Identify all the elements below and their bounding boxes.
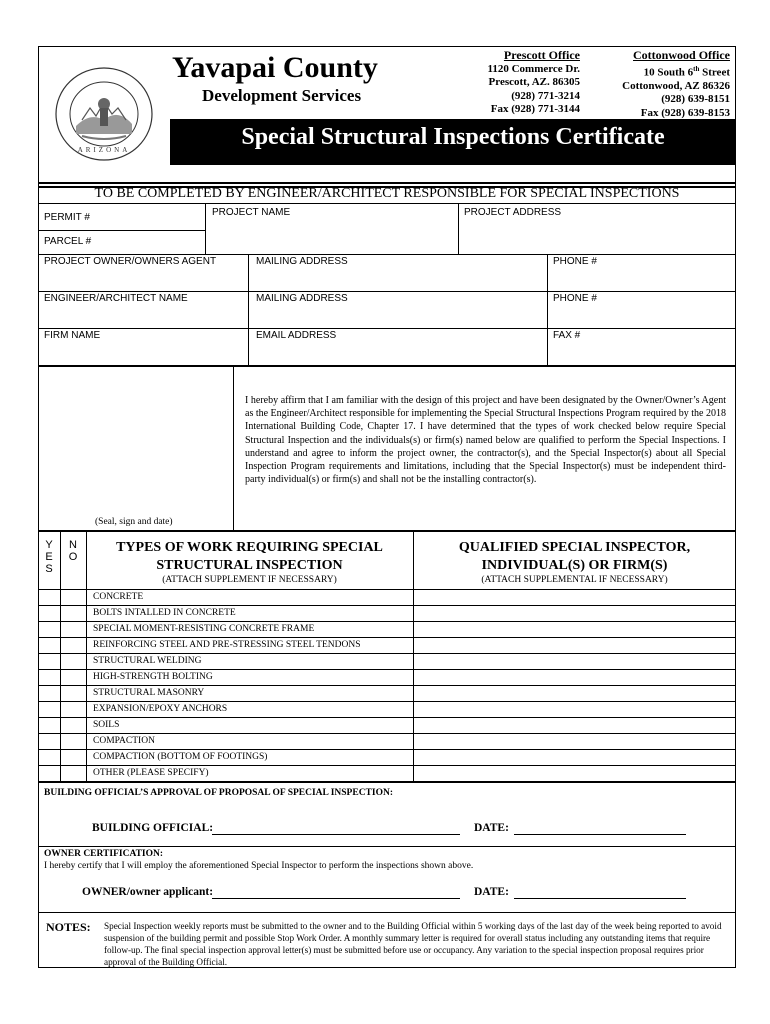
grid-line (248, 254, 249, 366)
cottonwood-line4: Fax (928) 639-8153 (640, 106, 730, 119)
seal-text-bottom: ARIZONA (77, 146, 131, 154)
prescott-line4: Fax (928) 771-3144 (490, 103, 580, 115)
project-name-field[interactable]: PROJECT NAME (212, 207, 291, 218)
grid-line (38, 717, 736, 718)
grid-line (38, 765, 736, 766)
owner-agent-field[interactable]: PROJECT OWNER/OWNERS AGENT (44, 256, 217, 267)
approval-date-line[interactable] (514, 834, 686, 835)
owner-certification-statement: I hereby certify that I will employ the aforementioned Special Inspector to perform the inspections shown above. (44, 861, 474, 871)
grid-line (38, 530, 736, 532)
owner-certification-heading: OWNER CERTIFICATION: (44, 849, 164, 859)
prescott-line2: Prescott, AZ. 86305 (488, 76, 580, 88)
firm-name-field[interactable]: FIRM NAME (44, 330, 101, 341)
prescott-line1: 1120 Commerce Dr. (487, 62, 580, 75)
certificate-title: Special Structural Inspections Certificate (241, 124, 665, 150)
grid-line (38, 254, 736, 255)
seal-sign-date-area[interactable] (38, 366, 233, 530)
grid-line (38, 685, 736, 686)
cottonwood-office (590, 49, 730, 120)
mailing-address-1-field[interactable]: MAILING ADDRESS (256, 256, 348, 267)
grid-line (38, 749, 736, 750)
table-row-welding[interactable]: STRUCTURAL WELDING (93, 656, 202, 666)
project-address-field[interactable]: PROJECT ADDRESS (464, 207, 562, 218)
seal-caption: (Seal, sign and date) (95, 517, 173, 527)
parcel-field[interactable]: PARCEL # (44, 236, 92, 247)
table-row-compaction-footings[interactable]: COMPACTION (BOTTOM OF FOOTINGS) (93, 752, 268, 762)
grid-line (38, 203, 736, 204)
qualified-inspector-header: QUALIFIED SPECIAL INSPECTOR, INDIVIDUAL(S) OR FIRM(S) (ATTACH SUPPLEMENTAL IF NECESSARY) (458, 540, 691, 585)
grid-line (458, 203, 459, 255)
grid-line (205, 203, 206, 255)
notes-text: Special Inspection weekly reports must be submitted to the owner and to the Building Official within 5 working days of the last day of the week being reported to avoid suspension of the building permit and possible Stop Work Order. A monthly summary letter is required for overall status including any outstanding items that require follow-up. The final special inspection approval letter(s) must be submitted before use or occupancy. Any variation to the special inspection proposal requires prior approval of the Building Official. (104, 921, 722, 967)
county-title: Yavapai County (172, 51, 378, 84)
table-row-moment-frame[interactable]: SPECIAL MOMENT-RESISTING CONCRETE FRAME (93, 624, 315, 634)
permit-field[interactable]: PERMIT # (44, 212, 90, 223)
table-row-reinforcing-steel[interactable]: REINFORCING STEEL AND PRE-STRESSING STEEL TENDONS (93, 640, 361, 650)
grid-line (38, 605, 736, 606)
table-row-bolting[interactable]: HIGH-STRENGTH BOLTING (93, 672, 213, 682)
table-row-other[interactable]: OTHER (PLEASE SPECIFY) (93, 768, 209, 778)
department-name: Development Services (202, 86, 362, 105)
cottonwood-line3: (928) 639-8151 (661, 93, 730, 106)
table-row-bolts[interactable]: BOLTS INTALLED IN CONCRETE (93, 608, 236, 618)
table-row-compaction[interactable]: COMPACTION (93, 736, 155, 746)
grid-line (38, 621, 736, 622)
grid-line (38, 637, 736, 638)
table-row-concrete[interactable]: CONCRETE (93, 592, 144, 602)
email-field[interactable]: EMAIL ADDRESS (256, 330, 337, 341)
grid-line (38, 230, 205, 231)
table-row-masonry[interactable]: STRUCTURAL MASONRY (93, 688, 205, 698)
mailing-address-2-field[interactable]: MAILING ADDRESS (256, 293, 348, 304)
table-row-anchors[interactable]: EXPANSION/EPOXY ANCHORS (93, 704, 228, 714)
approval-heading: BUILDING OFFICIAL’S APPROVAL OF PROPOSAL OF SPECIAL INSPECTION: (44, 788, 394, 798)
no-column-header: N O (68, 539, 78, 563)
grid-line (38, 589, 736, 590)
grid-line (38, 669, 736, 670)
grid-line (38, 291, 736, 292)
table-row-soils[interactable]: SOILS (93, 720, 120, 730)
yes-column-header: Y E S (45, 539, 53, 575)
building-official-label: BUILDING OFFICIAL: (92, 822, 214, 834)
section-divider (38, 912, 736, 913)
approval-date-label: DATE: (474, 822, 509, 834)
affirmation-text: I hereby affirm that I am familiar with the design of this project and have been designated by the Owner/Owner’s Agent as the Engineer/Architect responsible for implementing the Special Structural Inspections Program required by the 2018 International Building Code, Chapter 17. I have determined that the types of work checked below require Special Structural Inspection and the individuals(s) or firm(s) named below are qualified to perform the Special Inspections. I understand and agree to inform the project owner, the contractor(s), and the Special Inspector(s) about all Special Inspection Program requirements and limitations, including that the Special Inspector(s) must be independent third-party individual(s) or firm(s) and shall not be the installing contractor(s). (245, 395, 726, 486)
grid-line (233, 366, 234, 530)
grid-line (38, 328, 736, 329)
grid-line (547, 254, 548, 366)
phone-1-field[interactable]: PHONE # (553, 256, 597, 267)
engineer-name-field[interactable]: ENGINEER/ARCHITECT NAME (44, 293, 188, 304)
cottonwood-line2: Cottonwood, AZ 86326 (622, 79, 730, 92)
cottonwood-line1: 10 South 6th Street (643, 64, 730, 79)
grid-line (38, 653, 736, 654)
fax-field[interactable]: FAX # (553, 330, 581, 341)
owner-date-line[interactable] (514, 898, 686, 899)
types-of-work-header: TYPES OF WORK REQUIRING SPECIAL STRUCTURAL INSPECTION (ATTACH SUPPLEMENT IF NECESSARY) (116, 540, 383, 585)
owner-applicant-label: OWNER/owner applicant: (82, 886, 214, 898)
form-heading: TO BE COMPLETED BY ENGINEER/ARCHITECT RESPONSIBLE FOR SPECIAL INSPECTIONS (94, 186, 680, 201)
grid-line (38, 781, 736, 783)
prescott-title: Prescott Office (503, 48, 580, 62)
prescott-office (440, 49, 580, 117)
grid-line (38, 733, 736, 734)
grid-line (38, 701, 736, 702)
owner-date-label: DATE: (474, 886, 509, 898)
prescott-line3: (928) 771-3214 (511, 89, 580, 102)
owner-signature-line[interactable] (212, 898, 460, 899)
section-divider (38, 846, 736, 847)
grid-line (60, 531, 61, 782)
cottonwood-title: Cottonwood Office (633, 48, 730, 62)
phone-2-field[interactable]: PHONE # (553, 293, 597, 304)
building-official-signature-line[interactable] (212, 834, 460, 835)
notes-label: NOTES: (46, 920, 91, 934)
